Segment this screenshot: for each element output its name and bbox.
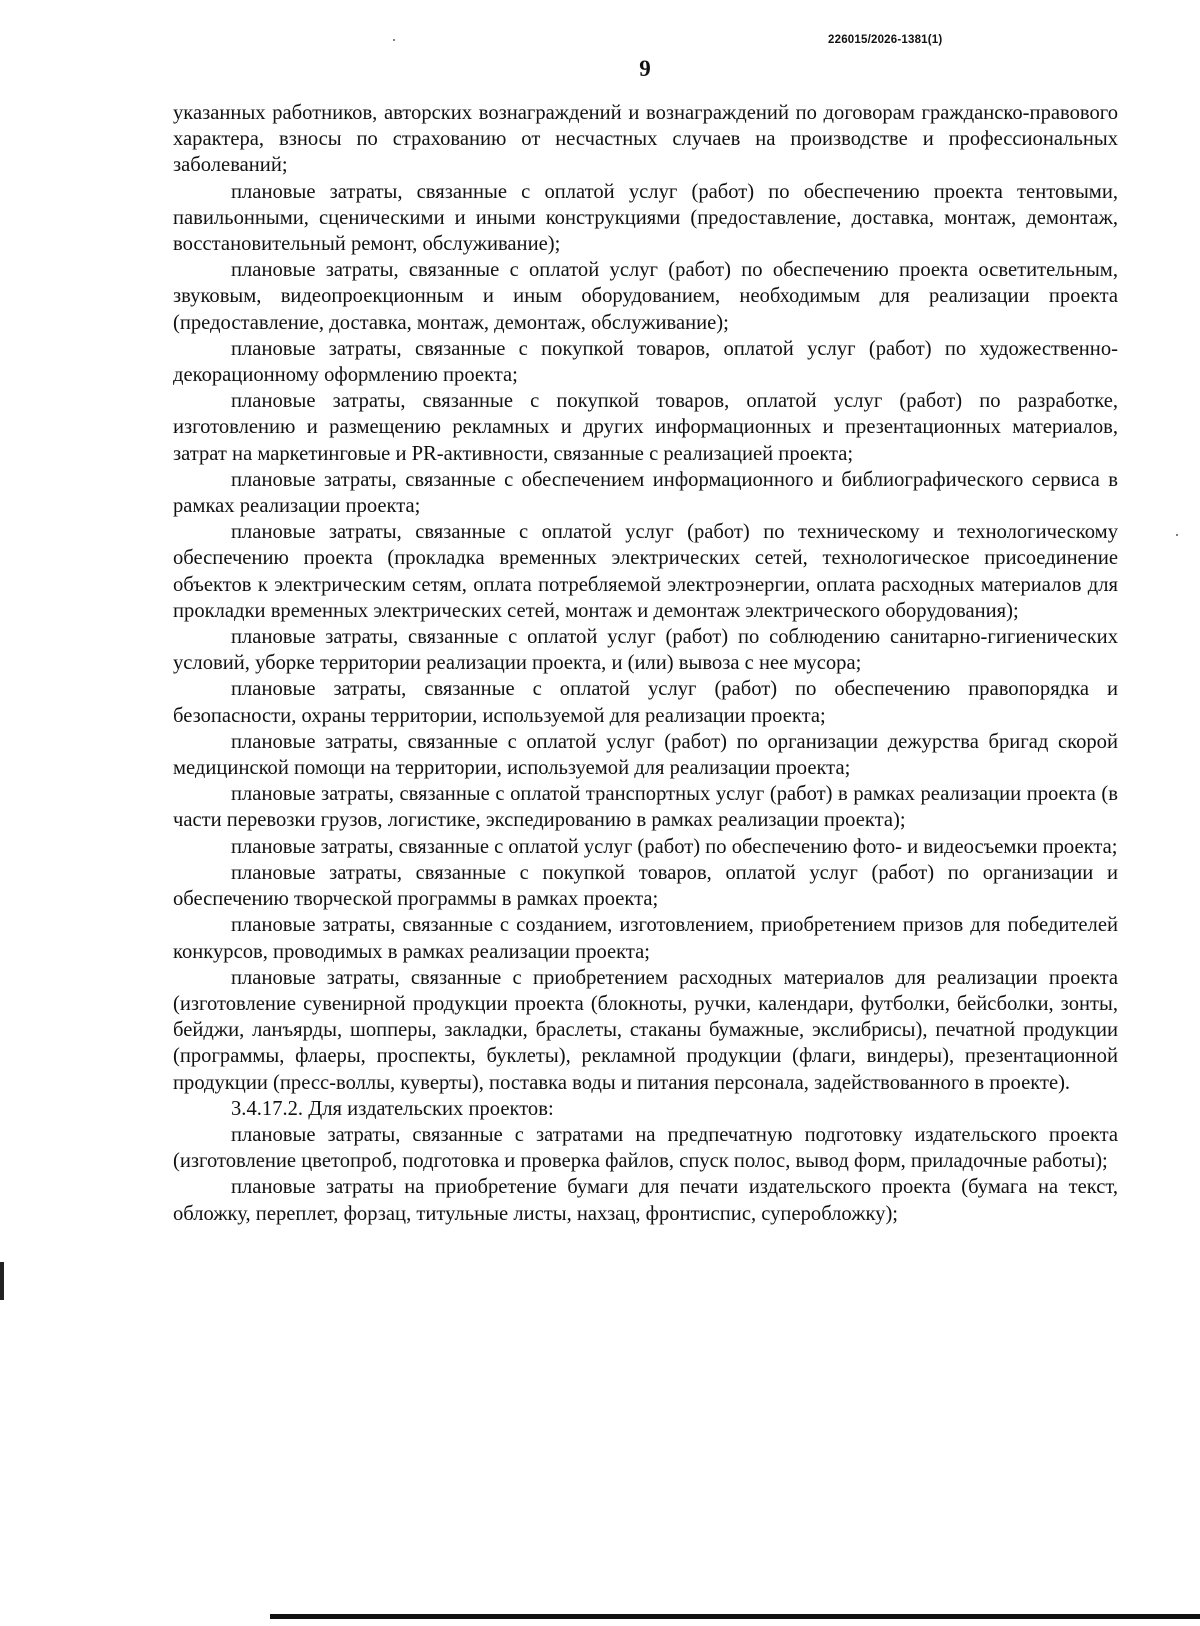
paragraph: плановые затраты, связанные с приобретением расходных материалов для реализации проекта (изготовление сувенирной продукции проекта (блокноты, ручки, календари, футболки, бейсболки, зонты, бейджи, ланъярды, шопперы, закладки, браслеты, стаканы бумажные, экслибрисы), печатной продукции (программы, флаеры, проспекты, буклеты), рекламной продукции (флаги, виндеры), презентационной продукции (пресс-воллы, куверты), поставка воды и питания персонала, задействованного в проекте). [173, 966, 1118, 1094]
scan-edge-mark [0, 1262, 4, 1300]
paragraph: плановые затраты, связанные с оплатой услуг (работ) по техническому и технологическому обеспечению проекта (прокладка временных электрических сетей, технологическое присоединение объектов к электрическим сетям, оплата потребляемой электроэнергии, оплата расходных материалов для прокладки временных электрических сетей, монтаж и демонтаж электрического оборудования); [173, 521, 1118, 622]
paragraph: плановые затраты, связанные с оплатой транспортных услуг (работ) в рамках реализации проекта (в части перевозки грузов, логистике, экспедированию в рамках реализации проекта); [173, 783, 1118, 832]
document-body [173, 100, 1118, 1227]
paragraph: плановые затраты, связанные с обеспечением информационного и библиографического сервиса в рамках реализации проекта; [173, 468, 1118, 518]
scan-speck [393, 39, 395, 41]
paragraph: плановые затраты, связанные с созданием, изготовлением, приобретением призов для победителей конкурсов, проводимых в рамках реализации проекта; [173, 914, 1118, 963]
paragraph: плановые затраты, связанные с покупкой товаров, оплатой услуг (работ) по разработке, изготовлению и размещению рекламных и других информационных и презентационных материалов, затрат на маркетинговые и PR-активности, связанные с реализацией проекта; [173, 390, 1118, 465]
paragraph: плановые затраты, связанные с оплатой услуг (работ) по обеспечению проекта тентовыми, павильонными, сценическими и иными конструкциями (предоставление, доставка, монтаж, демонтаж, восстановительный ремонт, обслуживание); [173, 180, 1118, 256]
paragraph: плановые затраты, связанные с оплатой услуг (работ) по соблюдению санитарно-гигиенических условий, уборке территории реализации проекта, и (или) вывоза с нее мусора; [173, 626, 1118, 675]
section-heading: 3.4.17.2. Для издательских проектов: [231, 1097, 554, 1120]
paragraph: плановые затраты, связанные с покупкой товаров, оплатой услуг (работ) по организации и обеспечению творческой программы в рамках проекта; [173, 861, 1118, 911]
paragraph: плановые затраты, связанные с оплатой услуг (работ) по обеспечению правопорядка и безопасности, охраны территории, используемой для реализации проекта; [173, 678, 1118, 727]
scan-speck [1176, 534, 1178, 536]
scan-bottom-rule [270, 1614, 1200, 1619]
paragraph: плановые затраты, связанные с оплатой услуг (работ) по обеспечению фото- и видеосъемки проекта; [231, 835, 1118, 858]
page-number: 9 [639, 56, 651, 81]
paragraph: плановые затраты, связанные с затратами на предпечатную подготовку издательского проекта (изготовление цветопроб, подготовка и проверка файлов, спуск полос, вывод форм, приладочные работы); [173, 1123, 1118, 1173]
paragraph: плановые затраты, связанные с оплатой услуг (работ) по обеспечению проекта осветительным, звуковым, видеопроекционным и иным оборудованием, необходимым для реализации проекта (предоставление, доставка, монтаж, демонтаж, обслуживание); [173, 259, 1118, 334]
paragraph: плановые затраты, связанные с оплатой услуг (работ) по организации дежурства бригад скорой медицинской помощи на территории, используемой для реализации проекта; [173, 730, 1118, 780]
paragraph: плановые затраты, связанные с покупкой товаров, оплатой услуг (работ) по художественно-декорационному оформлению проекта; [173, 337, 1118, 387]
paragraph: плановые затраты на приобретение бумаги для печати издательского проекта (бумага на текст, обложку, переплет, форзац, титульные листы, нахзац, фронтиспис, суперобложку); [173, 1176, 1118, 1225]
paragraph: указанных работников, авторских вознаграждений и вознаграждений по договорам гражданско-правового характера, взносы по страхованию от несчастных случаев на производстве и профессиональных заболеваний; [173, 102, 1118, 177]
registration-number: 226015/2026-1381(1) [828, 34, 943, 46]
